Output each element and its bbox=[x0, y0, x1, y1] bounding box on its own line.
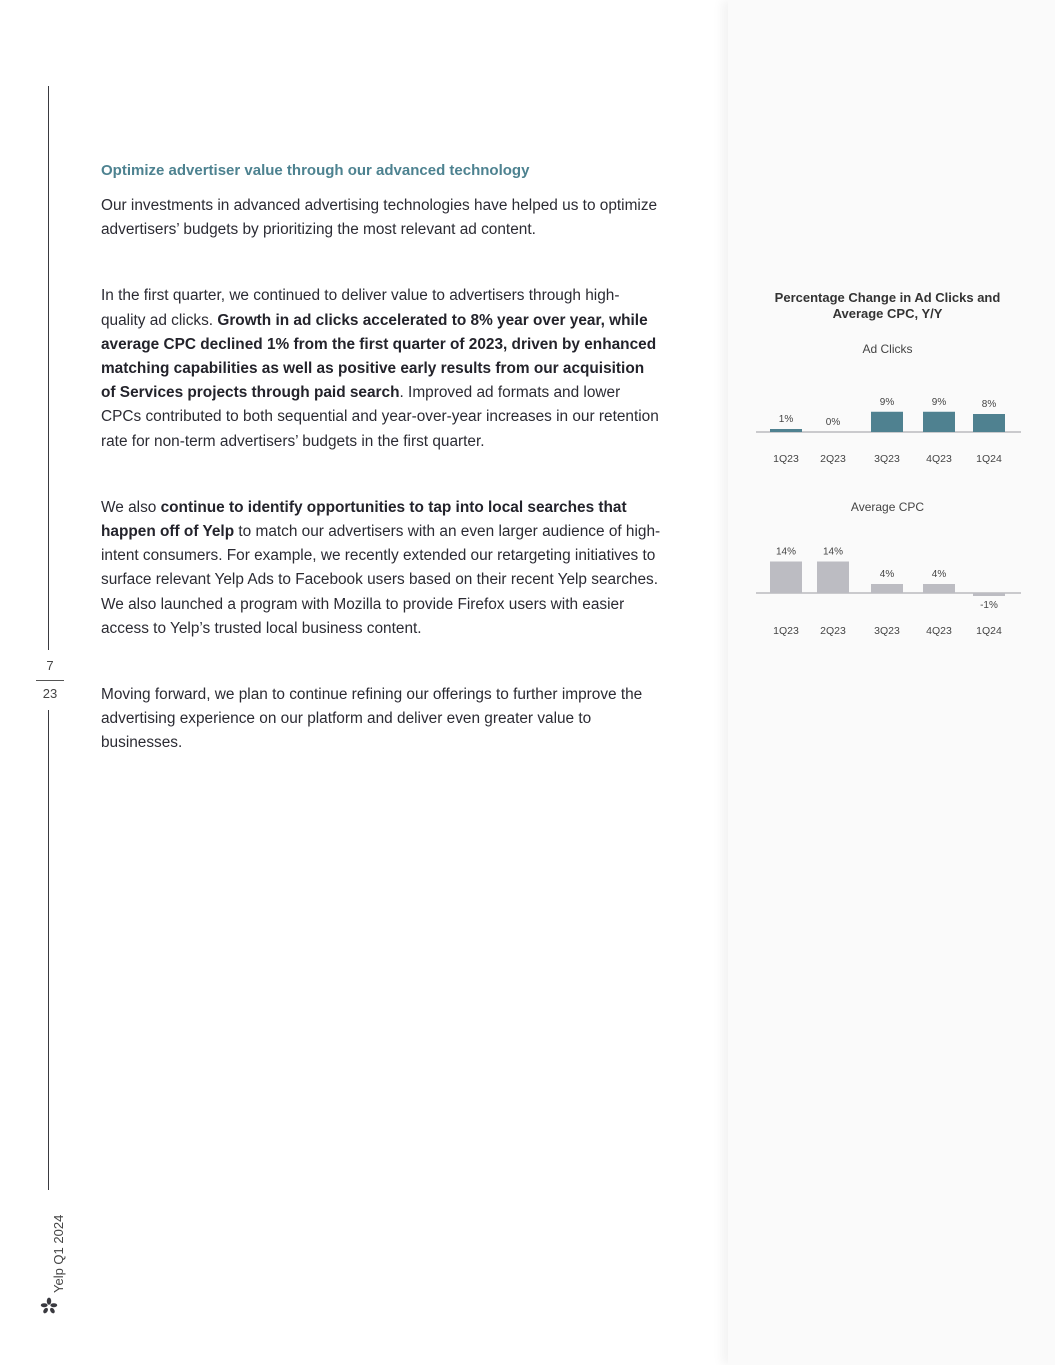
ad-clicks-data-label-3q23: 9% bbox=[879, 396, 895, 408]
ad-clicks-data-label-4q23: 9% bbox=[931, 396, 947, 408]
ad-clicks-bar-1q24 bbox=[973, 414, 1005, 432]
ad-clicks-bar-1q23 bbox=[770, 429, 802, 432]
average-cpc-tick-1q24: 1Q24 bbox=[976, 625, 1002, 637]
average-cpc-bar-1q24 bbox=[973, 593, 1005, 596]
paragraph-2-text-c: . Improved ad formats and lower CPCs contributed to both sequential and year-over-year increases in our retention rate for non-term advertisers’ budgets in the first quarter. bbox=[101, 384, 659, 450]
ad-clicks-data-label-2q23: 0% bbox=[825, 417, 841, 428]
average-cpc-bar-3q23 bbox=[871, 584, 903, 593]
ad-clicks-data-label-1q23: 1% bbox=[778, 414, 794, 425]
average-cpc-data-label-4q23: 4% bbox=[931, 569, 947, 580]
paragraph-1: Our investments in advanced advertising technologies have helped us to optimize advertisers’ budgets by prioritizing the most relevant ad content. bbox=[101, 197, 658, 239]
ad-clicks-tick-3q23: 3Q23 bbox=[874, 453, 900, 465]
page-total: 23 bbox=[42, 686, 58, 701]
chart-subtitle-average-cpc: Average CPC bbox=[850, 500, 925, 514]
chart-title: Percentage Change in Ad Clicks and Average CPC, Y/Y bbox=[774, 290, 1001, 321]
paragraph-4: Moving forward, we plan to continue refining our offerings to further improve the advertising experience on our platform and deliver even greater value to businesses. bbox=[101, 686, 643, 752]
ad-clicks-bar-4q23 bbox=[923, 412, 955, 432]
ad-clicks-data-label-1q24: 8% bbox=[981, 399, 997, 410]
average-cpc-tick-2q23: 2Q23 bbox=[820, 625, 846, 637]
section-heading: Optimize advertiser value through our advanced technology bbox=[101, 162, 530, 179]
average-cpc-data-label-1q24: -1% bbox=[980, 600, 998, 611]
page-current: 7 bbox=[46, 658, 54, 673]
ad-clicks-tick-1q23: 1Q23 bbox=[773, 453, 799, 465]
average-cpc-tick-1q23: 1Q23 bbox=[773, 625, 799, 637]
ad-clicks-bar-3q23 bbox=[871, 412, 903, 432]
average-cpc-bar-1q23 bbox=[770, 562, 802, 594]
paragraph-3-text-a: We also bbox=[101, 498, 161, 516]
paragraph-3-text-c: to match our advertisers with an even larger audience of high-intent consumers. For example, we recently extended our retargeting initiatives to surface relevant Yelp Ads to Facebook users based on their recent Yelp searches. We also launched a program with Mozilla to provide Firefox users with easier access to Yelp’s trusted local business content. bbox=[101, 523, 661, 637]
paragraph-2-bold: Growth in ad clicks accelerated to 8% year over year, while average CPC declined 1% from the first quarter of 2023, driven by enhanced matching capabilities as well as positive early results from our acquisition of Services projects through paid search bbox=[101, 311, 657, 402]
average-cpc-bar-4q23 bbox=[923, 584, 955, 593]
average-cpc-tick-4q23: 4Q23 bbox=[926, 625, 952, 637]
average-cpc-tick-3q23: 3Q23 bbox=[874, 625, 900, 637]
ad-clicks-tick-1q24: 1Q24 bbox=[976, 453, 1002, 465]
footer-report-label: Yelp Q1 2024 bbox=[51, 1214, 66, 1293]
paragraph-3-bold: continue to identify opportunities to tap into local searches that happen off of Yelp bbox=[101, 498, 627, 541]
average-cpc-data-label-2q23: 14% bbox=[822, 546, 844, 558]
chart-subtitle-ad-clicks: Ad Clicks bbox=[862, 342, 913, 356]
average-cpc-data-label-1q23: 14% bbox=[775, 546, 797, 558]
ad-clicks-tick-4q23: 4Q23 bbox=[926, 453, 952, 465]
ad-clicks-tick-2q23: 2Q23 bbox=[820, 453, 846, 465]
average-cpc-data-label-3q23: 4% bbox=[879, 569, 895, 580]
paragraph-2-text-a: In the first quarter, we continued to deliver value to advertisers through high-quality ad clicks. bbox=[101, 287, 620, 329]
average-cpc-bar-2q23 bbox=[817, 562, 849, 594]
